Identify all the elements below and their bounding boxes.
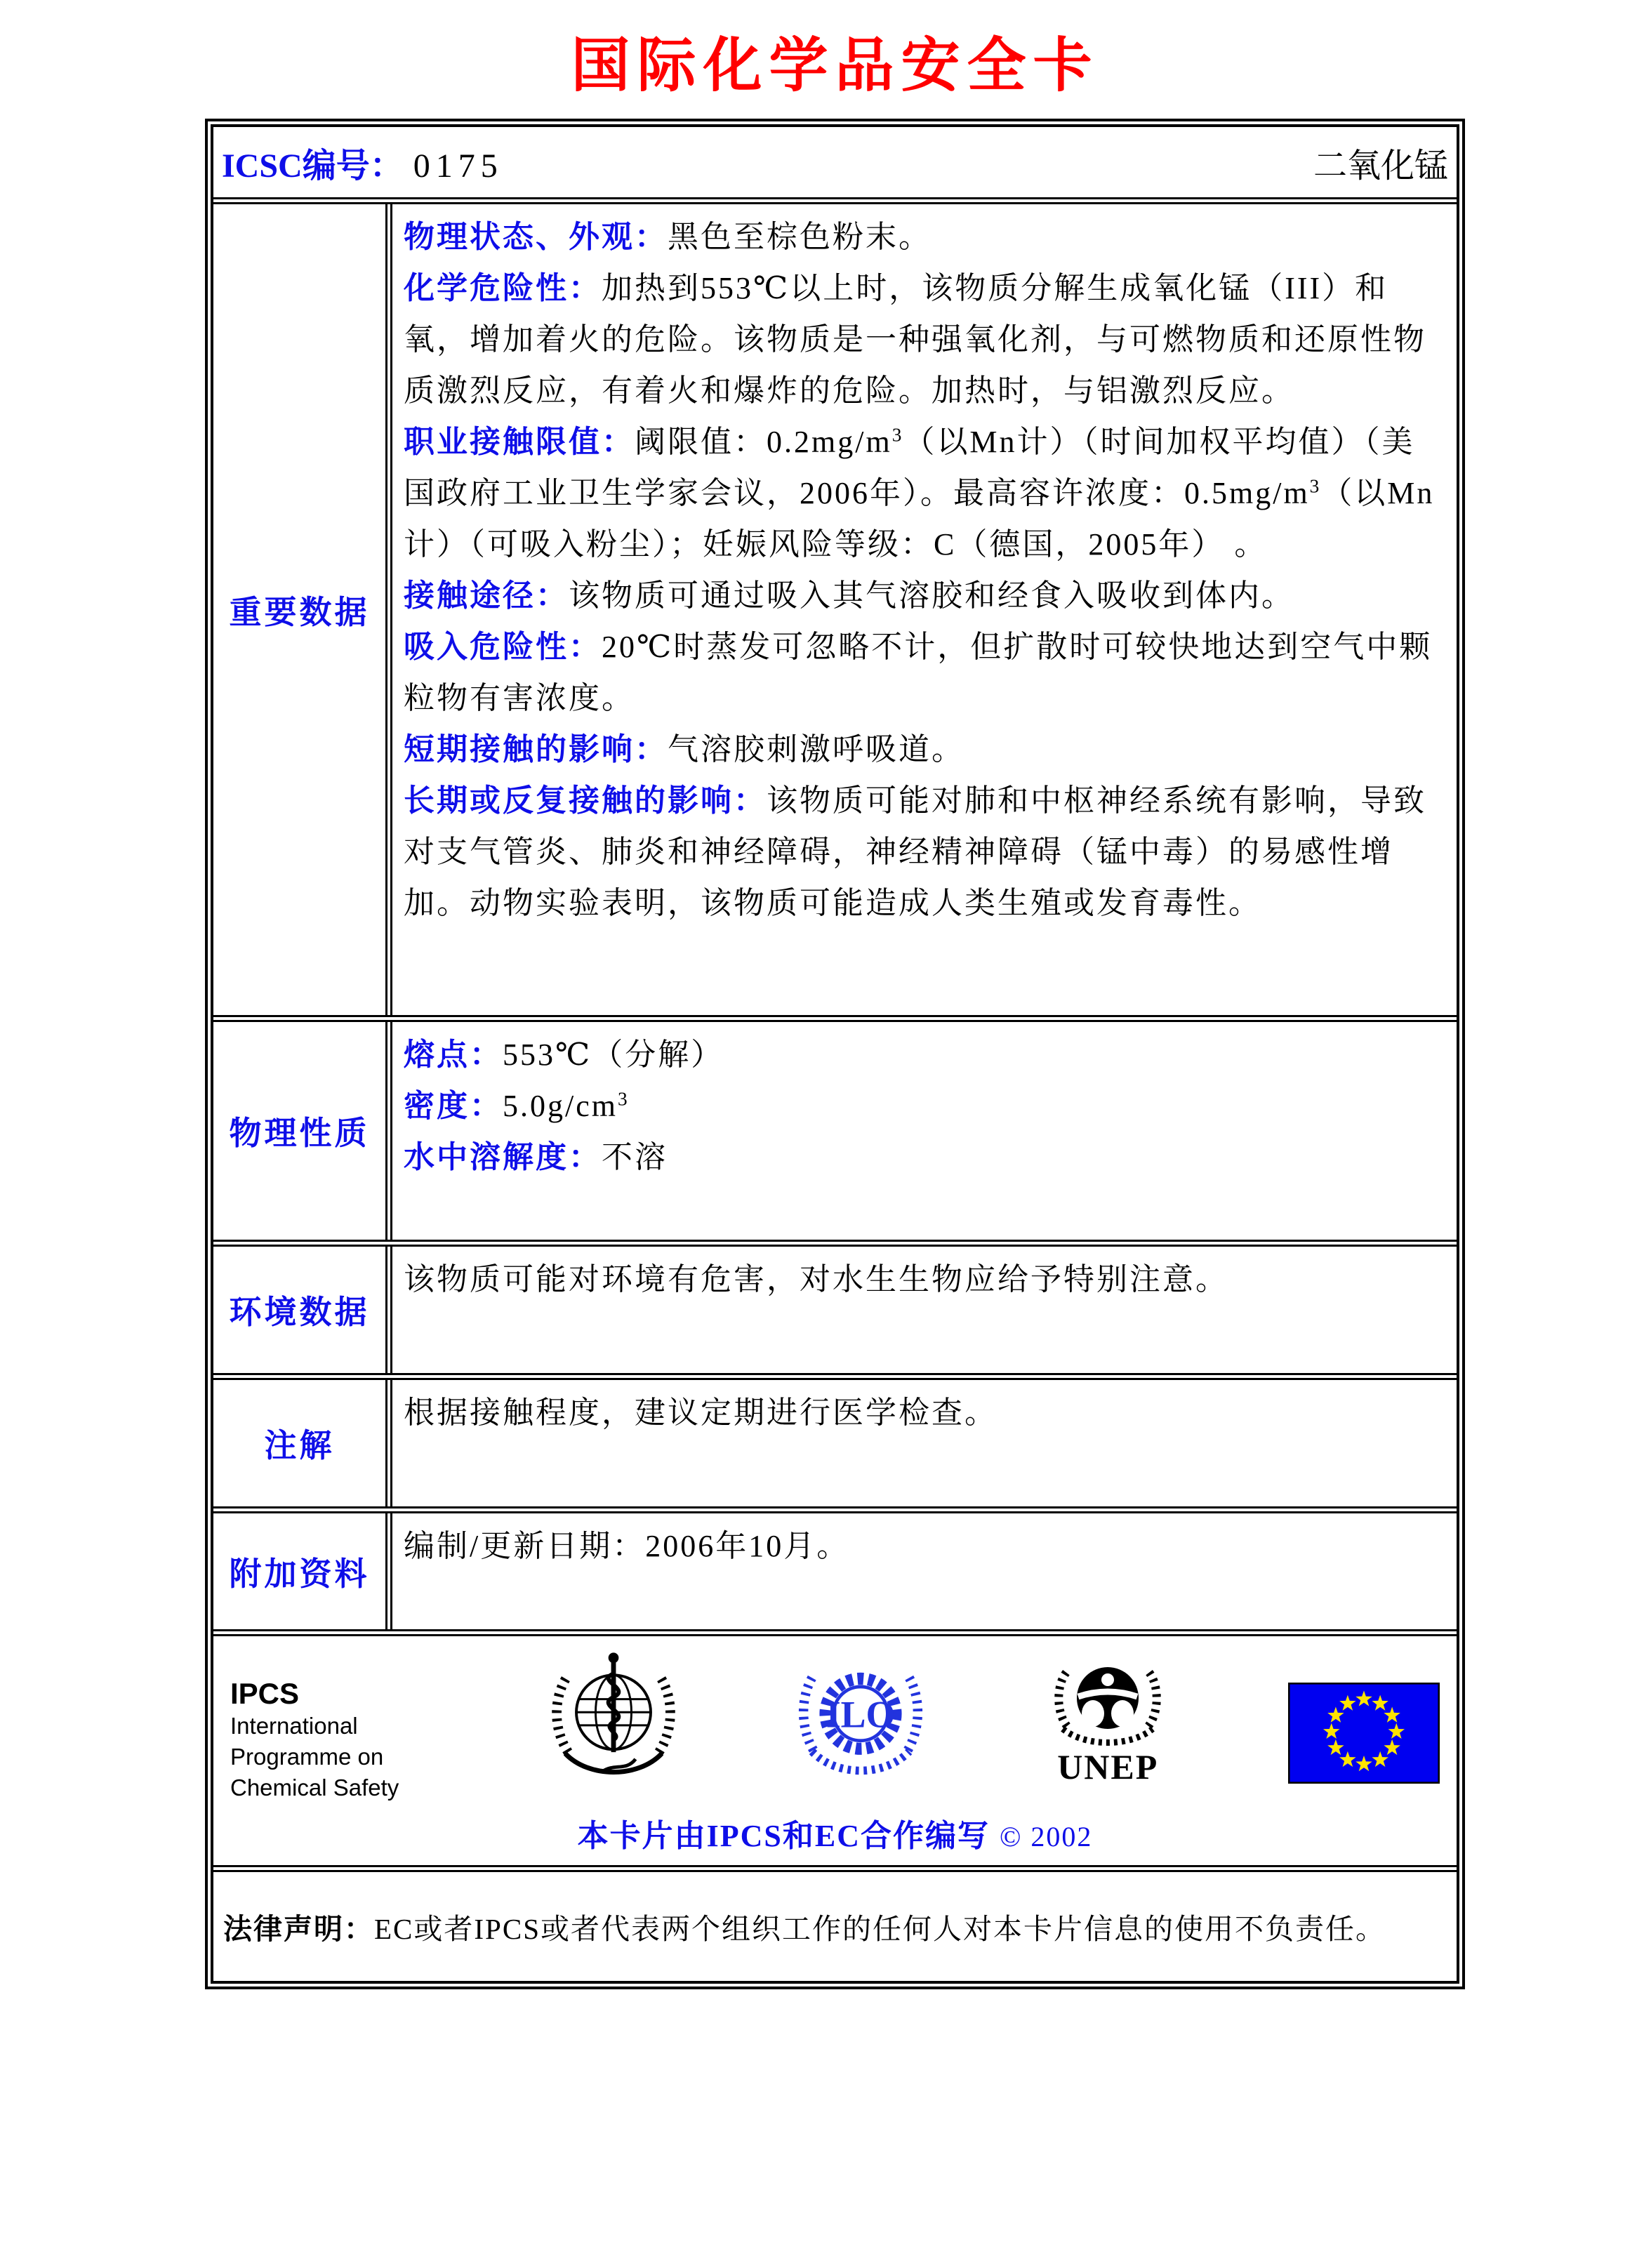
ipcs-text-block (230, 1677, 434, 1803)
unep-block (1038, 1654, 1178, 1787)
card-header-row (213, 127, 1457, 197)
ipcs-line: Programme on (230, 1744, 384, 1770)
section-label: 物理性质 (213, 1022, 392, 1240)
ilo-icon (793, 1649, 928, 1794)
ipcs-title: IPCS (230, 1677, 300, 1710)
ipcs-line: Chemical Safety (230, 1775, 399, 1801)
section-label: 注解 (213, 1380, 392, 1506)
icsc-card (205, 119, 1465, 1989)
legal-text: EC或者IPCS或者代表两个组织工作的任何人对本卡片信息的使用不负责任。 (374, 1913, 1386, 1945)
section-paragraph: 水中溶解度：不溶 (404, 1140, 668, 1174)
svg-text:ILO: ILO (826, 1693, 895, 1736)
section-row (213, 1373, 1457, 1506)
icsc-number-label: ICSC编号： (222, 147, 404, 185)
section-content (392, 1247, 1457, 1373)
substance-name: 二氧化锰 (1313, 147, 1448, 185)
eu-flag-icon (1288, 1683, 1440, 1787)
who-icon (544, 1649, 683, 1797)
section-row (213, 1240, 1457, 1373)
icsc-number-value: 0175 (413, 147, 503, 185)
section-paragraph: 长期或反复接触的影响：该物质可能对肺和中枢神经系统有影响，导致对支气管炎、肺炎和神经障碍，神经精神障碍（锰中毒）的易感性增加。动物实验表明，该物质可能造成人类生殖或发育毒性。 (404, 783, 1426, 920)
section-paragraph: 密度：$5.0g/cm^3$ (404, 1088, 630, 1123)
cooperation-caption (230, 1810, 1440, 1855)
section-content (392, 1022, 1457, 1240)
section-paragraph: 吸入危险性：20℃时蒸发可忽略不计，但扩散时可较快地达到空气中颗粒物有害浓度。 (404, 630, 1433, 715)
section-paragraph: 根据接触程度，建议定期进行医学检查。 (404, 1395, 997, 1430)
section-label: 环境数据 (213, 1247, 392, 1373)
section-content (392, 1513, 1457, 1629)
section-paragraph: 物理状态、外观：黑色至棕色粉末。 (404, 220, 932, 254)
ipcs-line: International (230, 1713, 358, 1739)
section-paragraph: 熔点：553℃（分解） (404, 1037, 724, 1072)
section-paragraph: 化学危险性：加热到553℃以上时，该物质分解生成氧化锰（III）和氧，增加着火的危险。该物质是一种强氧化剂，与可燃物质和还原性物质激烈反应，有着火和爆炸的危险。加热时，与铝激烈反应。 (404, 271, 1426, 408)
section-paragraph: 接触途径：该物质可通过吸入其气溶胶和经食入吸收到体内。 (404, 578, 1294, 613)
logos-row (213, 1629, 1457, 1865)
section-row (213, 197, 1457, 1015)
section-paragraph: 该物质可能对环境有危害，对水生生物应给予特别注意。 (404, 1262, 1228, 1297)
section-label: 附加资料 (213, 1513, 392, 1629)
unep-label: UNEP (1057, 1747, 1159, 1786)
section-row (213, 1015, 1457, 1240)
section-content (392, 204, 1457, 1015)
icsc-number-group (222, 138, 503, 187)
legal-row (213, 1865, 1457, 1981)
logos-strip (230, 1649, 1440, 1803)
section-paragraph: 编制/更新日期：2006年10月。 (404, 1529, 850, 1563)
copyright-text: © 2002 (999, 1821, 1093, 1852)
section-rows (213, 197, 1457, 1629)
section-row (213, 1506, 1457, 1629)
legal-label: 法律声明： (223, 1913, 374, 1945)
page-title: 国际化学品安全卡 (571, 34, 1099, 99)
section-paragraph: 短期接触的影响：气溶胶刺激呼吸道。 (404, 732, 964, 767)
caption-text: 本卡片由IPCS和EC合作编写 (577, 1819, 990, 1853)
section-content (392, 1380, 1457, 1506)
legal-text-line (223, 1906, 1386, 1947)
section-label: 重要数据 (213, 204, 392, 1015)
section-paragraph: 职业接触限值：阈限值：$0.2mg/m^3$（以Mn计）（时间加权平均值）（美国政府工业卫生学家会议，2006年）。最高容许浓度：$0.5mg/m^3$（以Mn计）（可吸入粉尘）；妊娠风险等级：C（德国，2005年） 。 (404, 424, 1435, 562)
